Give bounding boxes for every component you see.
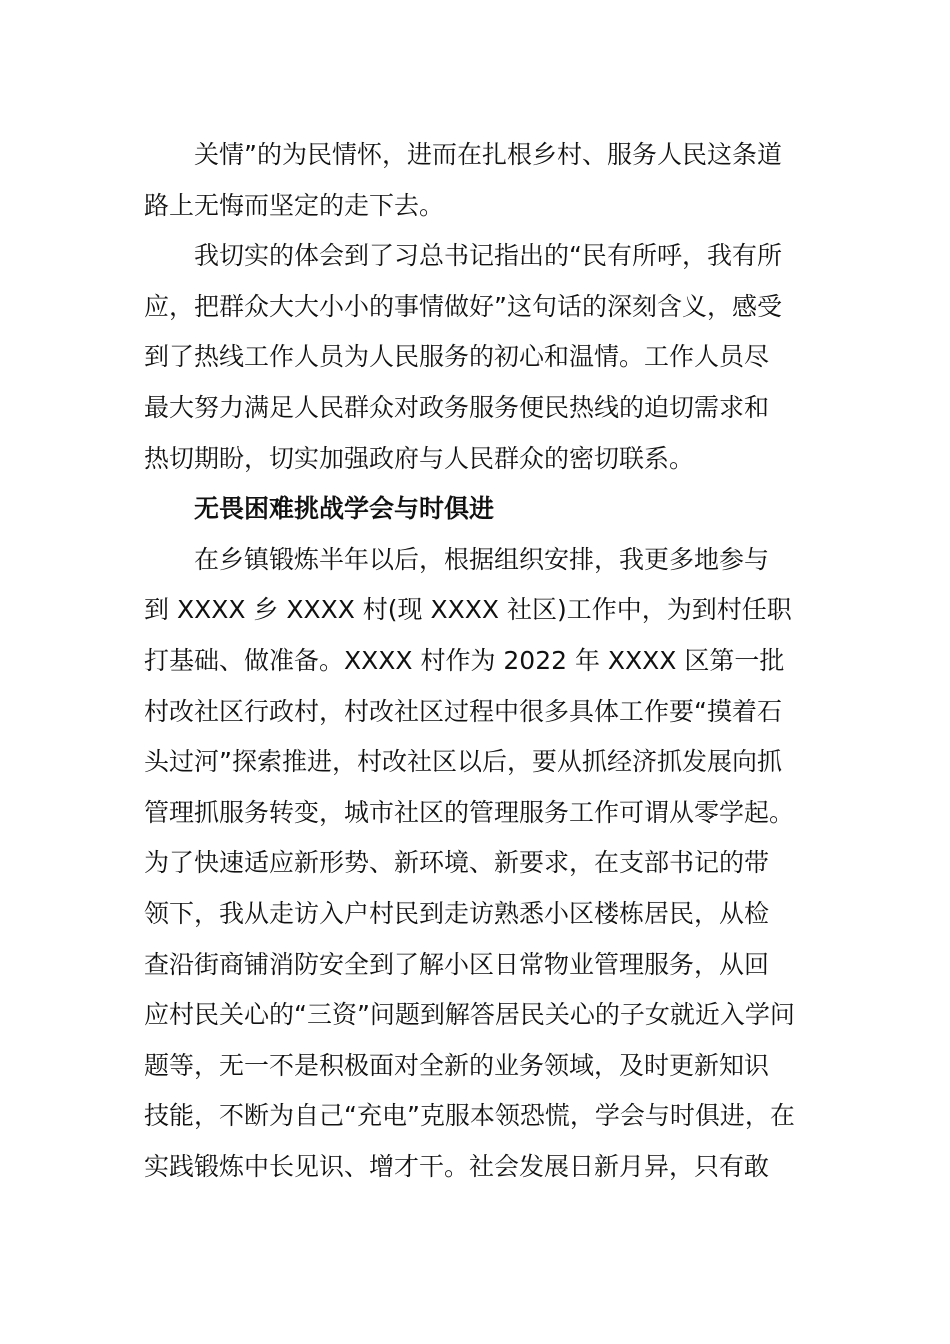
- text-line: 到了热线工作人员为人民服务的初心和温情。工作人员尽: [144, 342, 770, 372]
- document-body: [144, 130, 808, 1192]
- text-line: 路上无悔而坚定的走下去。: [144, 190, 445, 220]
- text-line: 领下，我从走访入户村民到走访熟悉小区楼栋居民，从检: [144, 898, 770, 928]
- text-line: 打基础、做准备。XXXX 村作为 2022 年 XXXX 区第一批: [144, 645, 785, 675]
- text-line: 头过河”探索推进，村改社区以后，要从抓经济抓发展向抓: [144, 747, 782, 777]
- text-line: 在乡镇锻炼半年以后，根据组织安排，我更多地参与: [194, 544, 770, 574]
- section-heading: 无畏困难挑战学会与时俱进: [194, 494, 495, 524]
- text-line: 技能，不断为自己“充电”克服本领恐慌，学会与时俱进，在: [144, 1101, 795, 1131]
- text-line: 实践锻炼中长见识、增才干。社会发展日新月异，只有敢: [144, 1151, 770, 1181]
- text-line: 题等，无一不是积极面对全新的业务领域，及时更新知识: [144, 1050, 770, 1080]
- text-line: 热切期盼，切实加强政府与人民群众的密切联系。: [144, 443, 695, 473]
- text-line: 应，把群众大大小小的事情做好”这句话的深刻含义，感受: [144, 291, 782, 321]
- text-line: 为了快速适应新形势、新环境、新要求，在支部书记的带: [144, 848, 770, 878]
- text-line: 最大努力满足人民群众对政务服务便民热线的迫切需求和: [144, 392, 770, 422]
- text-line: 到 XXXX 乡 XXXX 村(现 XXXX 社区)工作中，为到村任职: [144, 595, 792, 625]
- text-line: 村改社区行政村，村改社区过程中很多具体工作要“摸着石: [144, 696, 782, 726]
- text-line: 关情”的为民情怀，进而在扎根乡村、服务人民这条道: [194, 140, 782, 169]
- text-line: 管理抓服务转变，城市社区的管理服务工作可谓从零学起。: [144, 797, 795, 827]
- text-line: 应村民关心的“三资”问题到解答居民关心的子女就近入学问: [144, 1000, 795, 1030]
- text-line: 查沿街商铺消防安全到了解小区日常物业管理服务，从回: [144, 949, 770, 979]
- text-line: 我切实的体会到了习总书记指出的“民有所呼，我有所: [194, 241, 782, 271]
